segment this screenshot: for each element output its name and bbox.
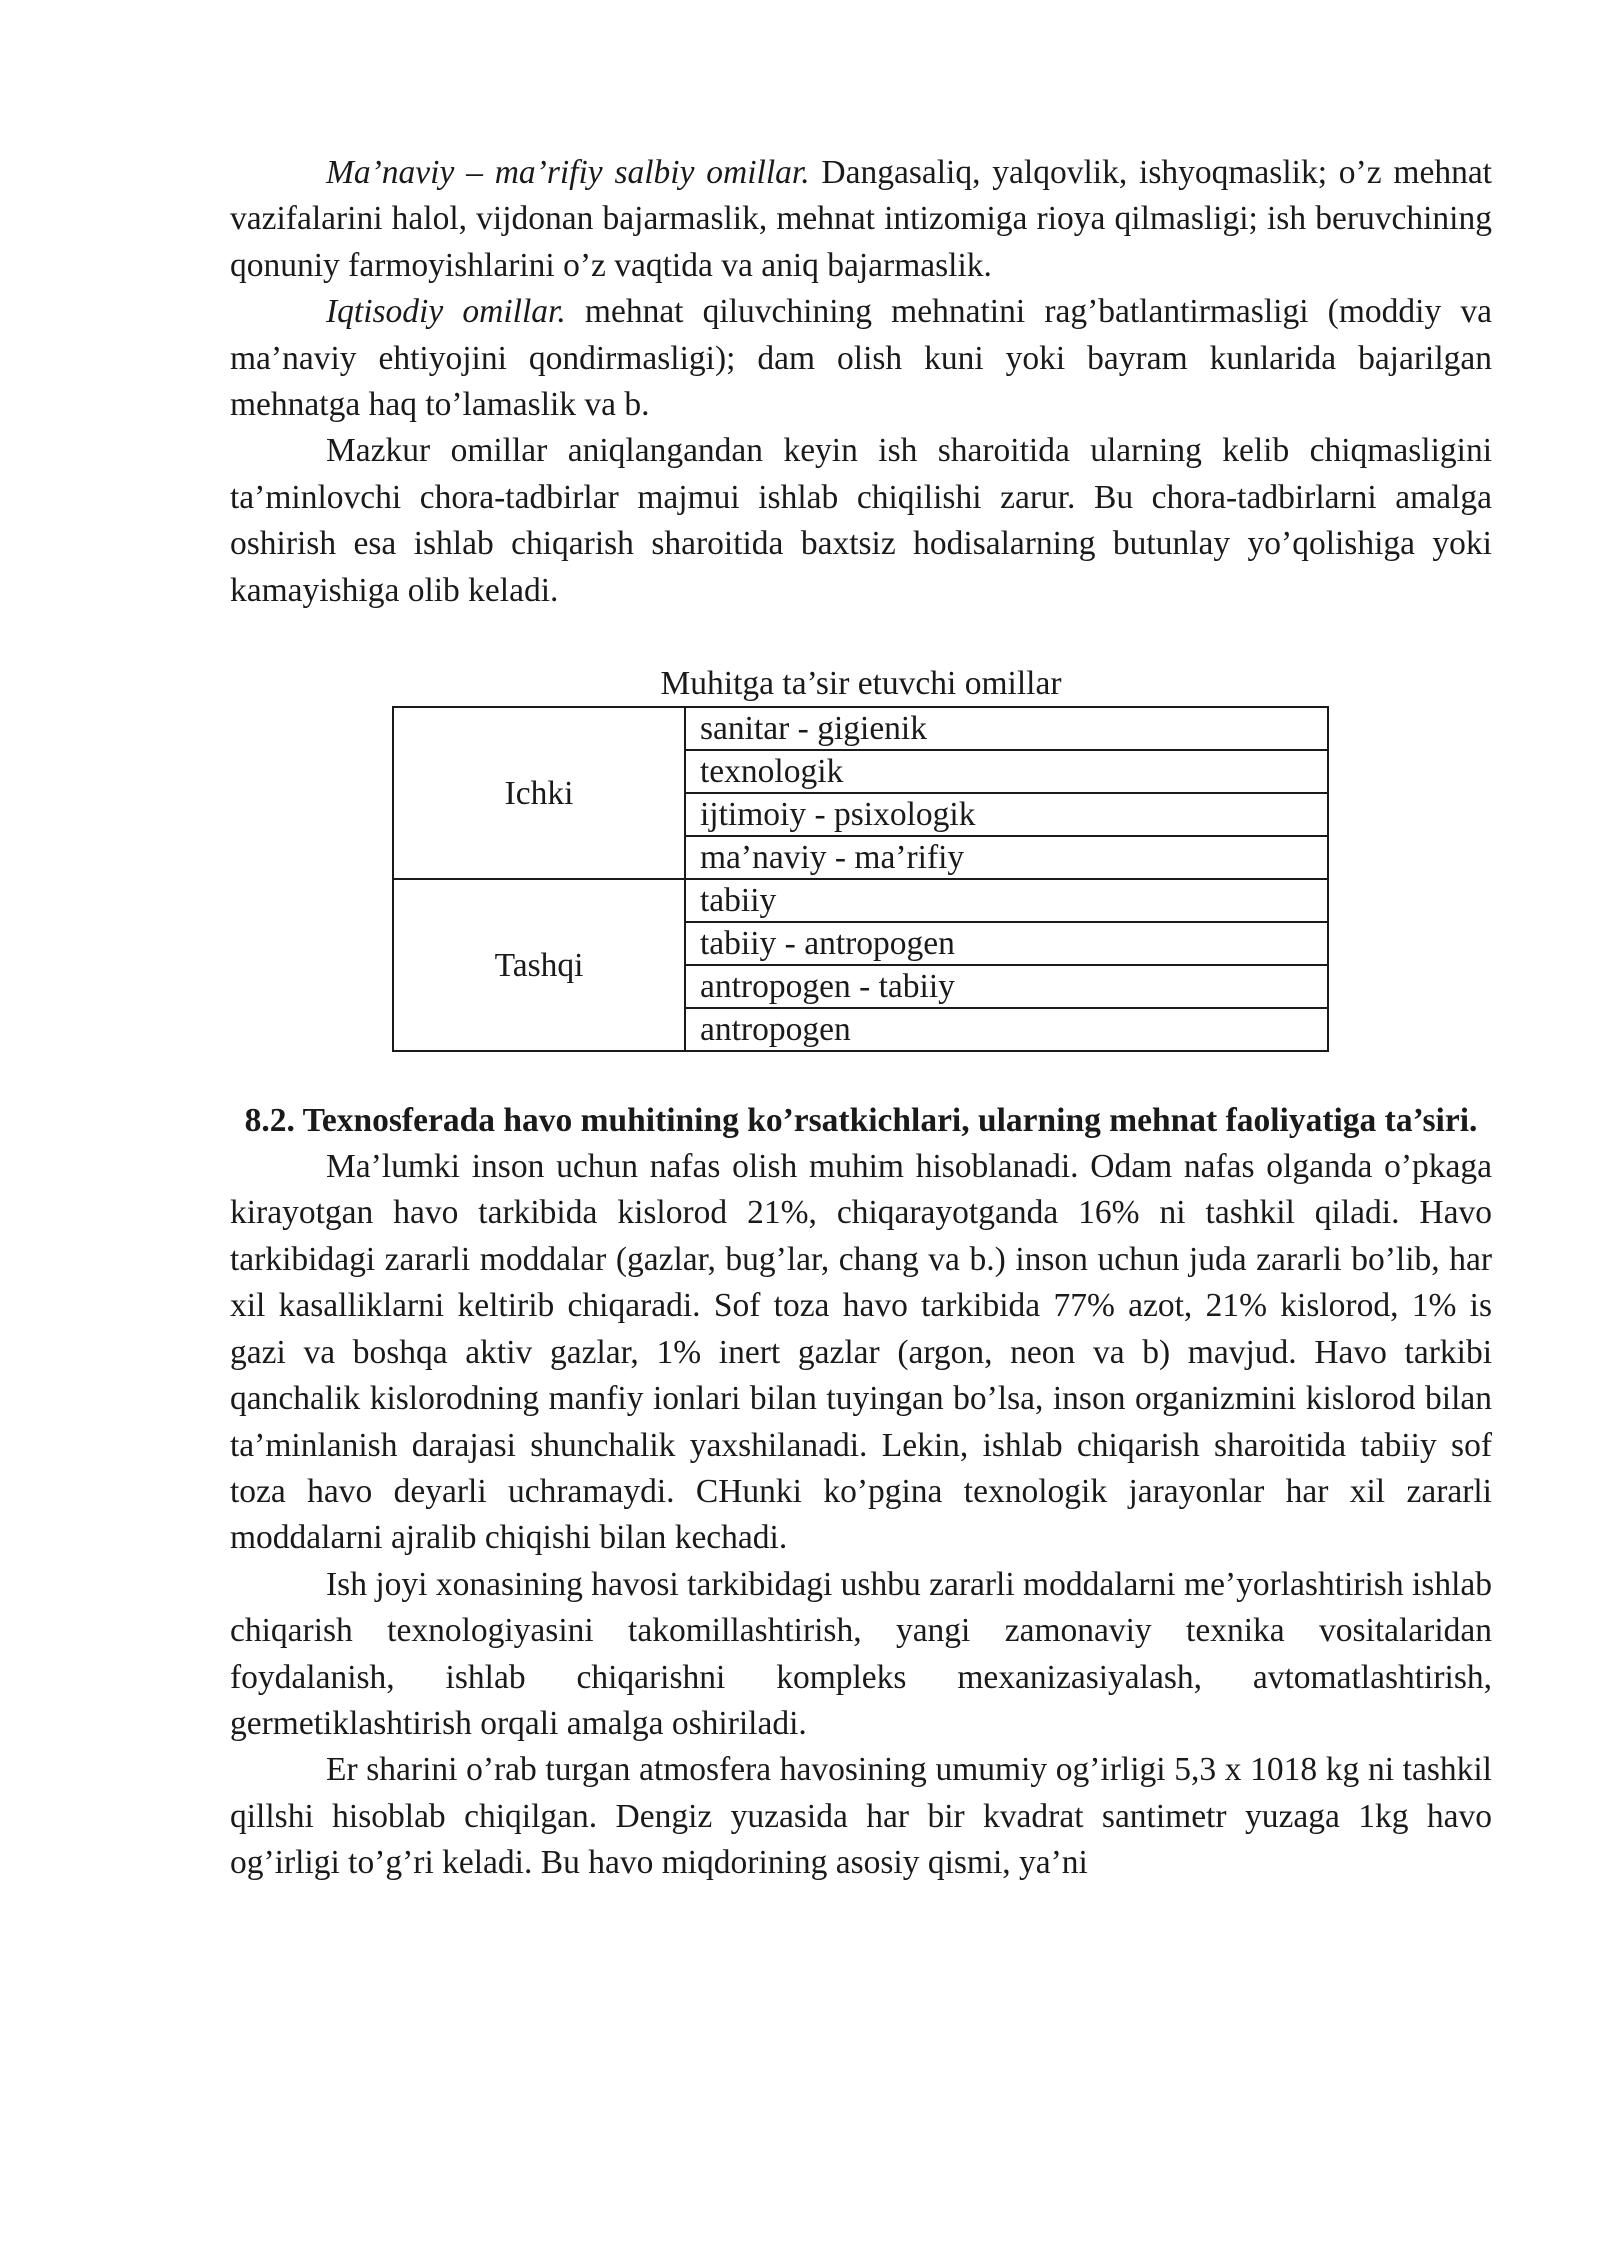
paragraph-text: mehnat qiluvchining mehnatini rag’batlantirmasligi (moddiy va ma’naviy ehtiyojini qondirmasligi); dam olish kuni yoki bayram kunlarida bajarilgan mehnatga haq to’lamaslik va b. xyxy=(230,293,1492,424)
paragraph-economic-factors xyxy=(230,289,1492,428)
table-row xyxy=(393,707,1328,750)
factor-cell: sanitar - gigienik xyxy=(685,707,1328,750)
paragraph-lead: Iqtisodiy omillar. xyxy=(326,293,566,331)
factor-cell: ma’naviy - ma’rifiy xyxy=(685,836,1328,879)
paragraph-breathing: Ma’lumki inson uchun nafas olish muhim hisoblanadi. Odam nafas olganda o’pkaga kirayotgan havo tarkibida kislorod 21%, chiqarayotganda 16% ni tashkil qiladi. Havo tarkibidagi zararli moddalar (gazlar, bug’lar, chang va b.) inson uchun juda zararli bo’lib, har xil kasalliklarni keltirib chiqaradi. Sof toza havo tarkibida 77% azot, 21% kislorod, 1% is gazi va boshqa aktiv gazlar, 1% inert gazlar (argon, neon va b) mavjud. Havo tarkibi qanchalik kislorodning manfiy ionlari bilan tuyingan bo’lsa, inson organizmini kislorod bilan ta’minlanish darajasi shunchalik yaxshilanadi. Lekin, ishlab chiqarish sharoitida tabiiy sof toza havo deyarli uchramaydi. CHunki ko’pgina texnologik jarayonlar har xil zararli moddalarni ajralib chiqishi bilan kechadi. xyxy=(230,1148,1492,1557)
paragraph-atmosphere: Er sharini o’rab turgan atmosfera havosining umumiy og’irligi 5,3 x 1018 kg ni tashkil qillshi hisoblab chiqilgan. Dengiz yuzasida har bir kvadrat santimetr yuzaga 1kg havo og’irligi to’g’ri keladi. Bu havo miqdorining asosiy qismi, ya’ni xyxy=(230,1751,1492,1882)
factor-cell: tabiiy xyxy=(685,879,1328,922)
factor-cell: texnologik xyxy=(685,750,1328,793)
group-cell-internal: Ichki xyxy=(393,707,685,879)
group-cell-external: Tashqi xyxy=(393,879,685,1051)
paragraph-text: Mazkur omillar aniqlangandan keyin ish sharoitida ularning kelib chiqmasligini ta’minlovchi chora-tadbirlar majmui ishlab chiqilishi zarur. Bu chora-tadbirlarni amalga oshirish esa ishlab chiqarish sharoitida baxtsiz hodisalarning butunlay yo’qolishiga yoki kamayishiga olib keladi. xyxy=(230,432,1492,609)
paragraph-lead: Ma’naviy – ma’rifiy salbiy omillar. xyxy=(326,154,810,191)
factor-cell: ijtimoiy - psixologik xyxy=(685,793,1328,836)
document-page xyxy=(230,150,1492,1887)
factor-cell: tabiiy - antropogen xyxy=(685,922,1328,965)
table-caption: Muhitga ta’sir etuvchi omillar xyxy=(660,665,1062,703)
factor-cell: antropogen xyxy=(685,1008,1328,1051)
paragraph-text: Dangasaliq, yalqovlik, ishyoqmaslik; o’z mehnat vazifalarini halol, vijdonan bajarmaslik, mehnat intizomiga rioya qilmasligi; ish beruvchining qonuniy farmoyishlarini o’z vaqtida va aniq bajarmaslik. xyxy=(230,154,1492,284)
paragraph-spiritual-factors xyxy=(230,150,1492,289)
factor-cell: antropogen - tabiiy xyxy=(685,965,1328,1008)
factors-table xyxy=(392,706,1329,1052)
section-heading: 8.2. Texnosferada havo muhitining ko’rsatkichlari, ularning mehnat faoliyatiga ta’siri. xyxy=(244,1102,1478,1140)
table-row xyxy=(393,879,1328,922)
paragraph-measures xyxy=(230,428,1492,614)
paragraph-normalization: Ish joyi xonasining havosi tarkibidagi ushbu zararli moddalarni me’yorlashtirish ishlab chiqarish texnologiyasini takomillashtirish, yangi zamonaviy texnika vositalaridan foydalanish, ishlab chiqarishni kompleks mexanizasiyalash, avtomatlashtirish, germetiklashtirish orqali amalga oshiriladi. xyxy=(230,1565,1492,1742)
